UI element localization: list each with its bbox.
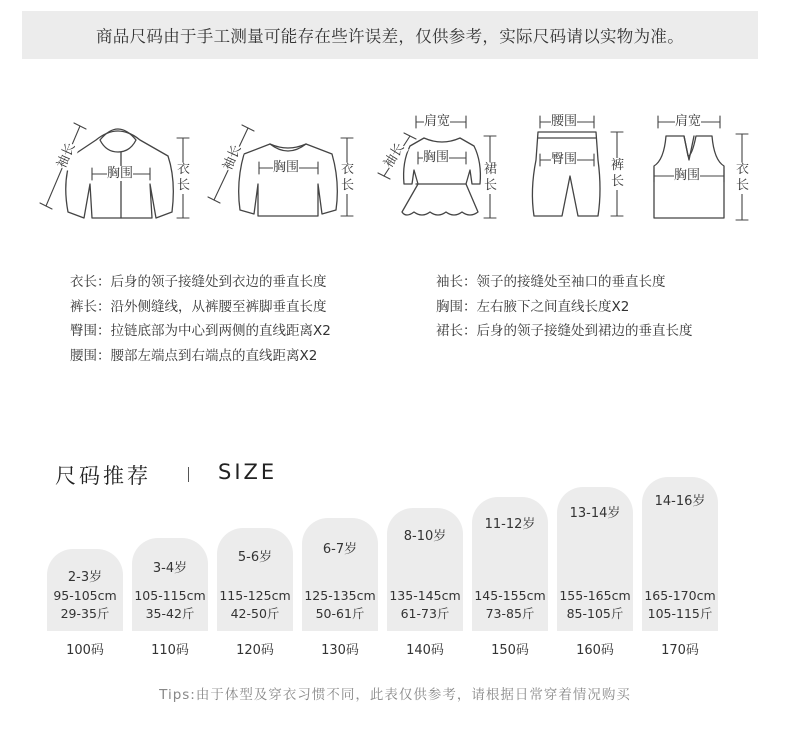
size-column: [47, 549, 123, 631]
vest-chest-label: 胸围: [674, 168, 701, 183]
legend-row: 裤长：沿外侧缝线，从裤腰至裤脚垂直长度: [70, 298, 327, 315]
size-column: [302, 518, 378, 631]
dress-sleeve-label: 袖长: [381, 140, 408, 171]
size-column: [557, 487, 633, 631]
heading-divider: [188, 467, 189, 482]
sweater-chest-label: 胸围: [273, 160, 300, 175]
size-weight: 50-61斤: [315, 606, 365, 621]
legend-row: 袖长：领子的接缝处至袖口的垂直长度: [436, 274, 666, 290]
legend-row: 臀围：拉链底部为中心到两侧的直线距离X2: [70, 323, 331, 339]
garment-illustrations: [0, 100, 790, 240]
size-weight: 29-35斤: [60, 606, 110, 621]
jacket-length-label: 衣长: [176, 162, 190, 193]
vest-icon: [654, 116, 748, 220]
size-column: [472, 497, 548, 631]
size-code: 170码: [661, 643, 699, 658]
vest-shoulder-label: 肩宽: [675, 114, 702, 129]
size-column: [387, 508, 463, 631]
size-code: 140码: [406, 643, 444, 658]
pants-waist-label: 腰围: [551, 114, 578, 129]
size-weight: 42-50斤: [230, 606, 280, 621]
size-age: 2-3岁: [67, 570, 103, 585]
jacket-sleeve-label: 袖长: [54, 140, 79, 171]
dress-chest-label: 胸围: [423, 150, 450, 165]
dress-shoulder-label: 肩宽: [424, 114, 451, 129]
size-code: 160码: [576, 643, 614, 658]
size-column: [217, 528, 293, 631]
size-column: [642, 477, 718, 631]
size-age: 8-10岁: [403, 529, 447, 544]
size-height: 105-115cm: [134, 588, 206, 603]
size-height: 165-170cm: [644, 588, 716, 603]
size-weight: 73-85斤: [485, 606, 535, 621]
disclaimer-banner: 商品尺码由于手工测量可能存在些许误差，仅供参考，实际尺码请以实物为准。: [22, 11, 758, 59]
size-code: 150码: [491, 643, 529, 658]
legend-row: 腰围：腰部左端点到右端点的直线距离X2: [70, 347, 318, 364]
size-height: 145-155cm: [474, 588, 546, 603]
size-column: [132, 538, 208, 631]
size-height: 135-145cm: [389, 588, 461, 603]
size-age: 6-7岁: [322, 542, 358, 557]
size-heading-en: SIZE: [218, 460, 278, 484]
legend-left: [70, 270, 331, 368]
size-code: 120码: [236, 643, 274, 658]
dress-length-label: 裙长: [483, 162, 497, 193]
pants-length-label: 裤长: [610, 158, 624, 189]
size-age: 3-4岁: [152, 561, 188, 576]
size-height: 155-165cm: [559, 588, 631, 603]
size-heading: 尺码推荐: [55, 464, 151, 488]
sweater-length-label: 衣长: [340, 162, 354, 193]
size-height: 125-135cm: [304, 588, 376, 603]
size-code: 100码: [66, 643, 104, 658]
size-age: 11-12岁: [484, 517, 536, 532]
pants-hip-label: 臀围: [551, 152, 578, 167]
size-height: 95-105cm: [53, 588, 117, 603]
jacket-chest-label: 胸围: [107, 166, 134, 181]
size-weight: 35-42斤: [145, 606, 195, 621]
size-weight: 105-115斤: [647, 606, 713, 621]
size-weight: 61-73斤: [400, 606, 450, 621]
size-age: 13-14岁: [569, 506, 621, 521]
size-weight: 85-105斤: [566, 606, 624, 621]
vest-length-label: 衣长: [735, 162, 749, 193]
size-age: 5-6岁: [237, 550, 273, 565]
size-code: 130码: [321, 643, 359, 658]
tips-note: Tips:由于体型及穿衣习惯不同，此表仅供参考，请根据日常穿着情况购买: [159, 687, 631, 703]
sweater-sleeve-label: 袖长: [220, 142, 245, 173]
legend-row: 裙长：后身的领子接缝处到裙边的垂直长度: [436, 323, 693, 339]
size-code: 110码: [151, 643, 189, 658]
legend-right: [436, 270, 693, 344]
size-height: 115-125cm: [219, 588, 291, 603]
legend-row: 衣长：后身的领子接缝处到衣边的垂直长度: [70, 274, 327, 290]
legend-row: 胸围：左右腋下之间直线长度X2: [436, 298, 630, 315]
size-age: 14-16岁: [654, 494, 706, 509]
